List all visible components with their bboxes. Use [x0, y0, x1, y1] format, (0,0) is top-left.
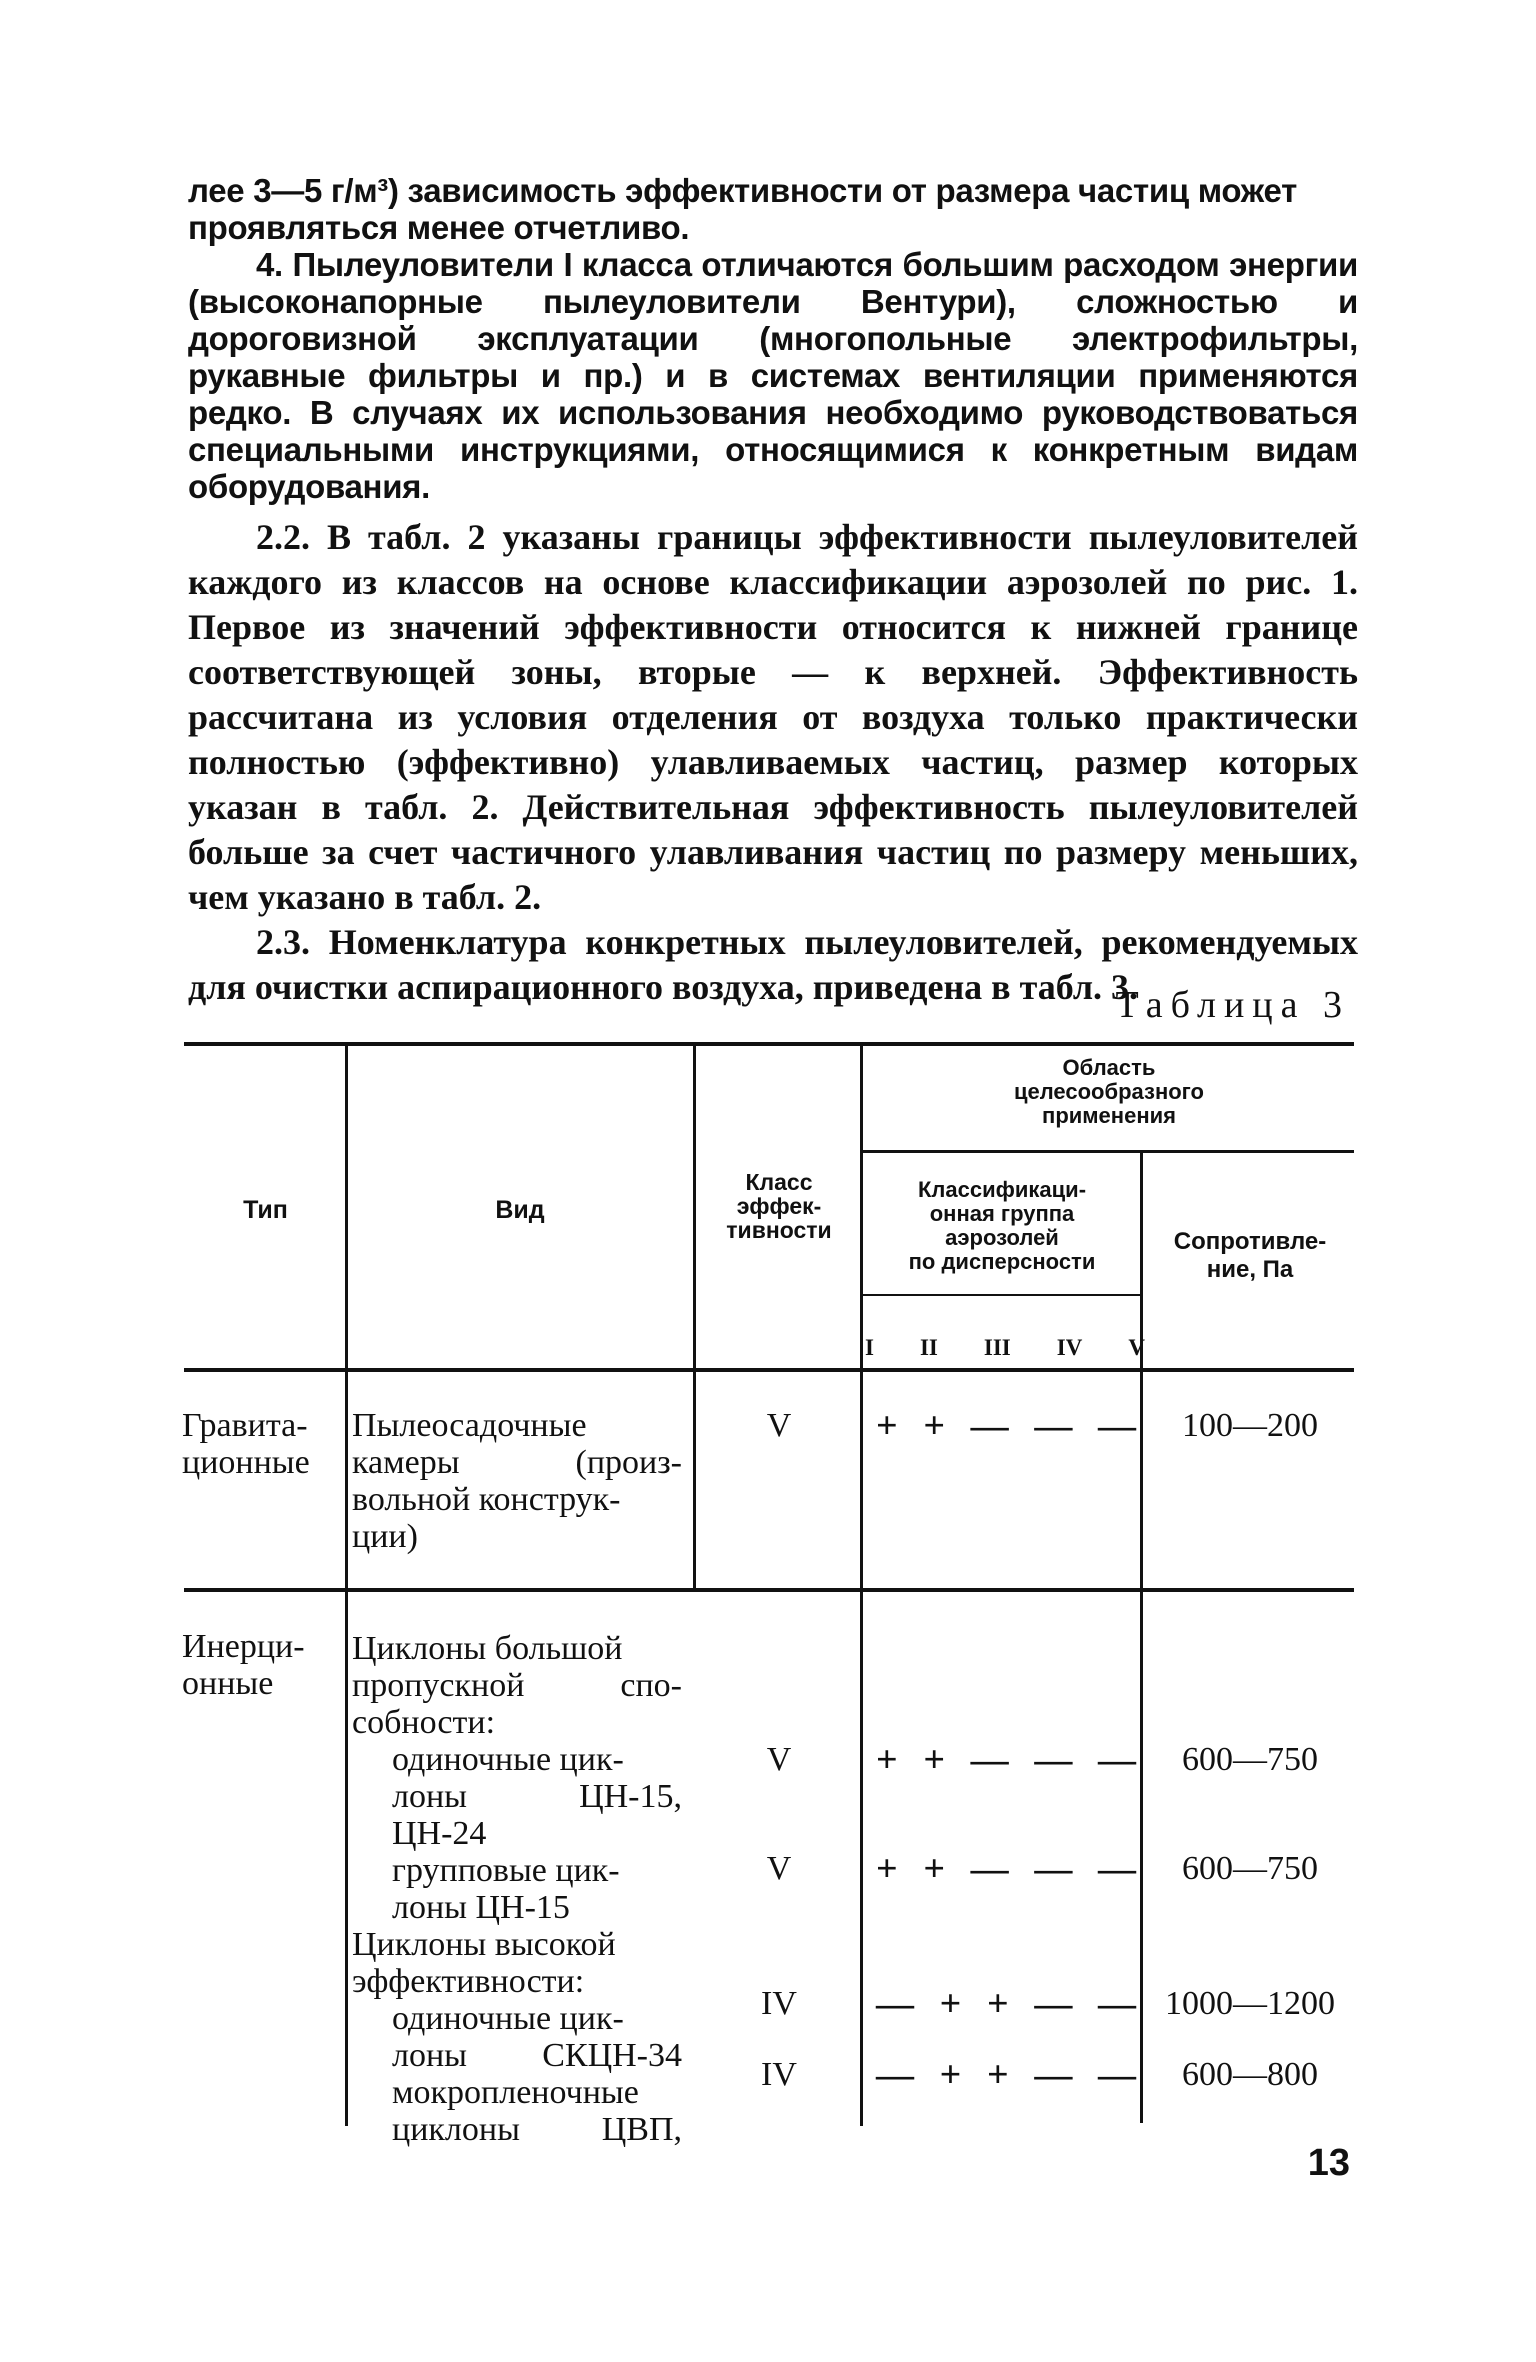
header-area-line: Область [1062, 1055, 1156, 1080]
table-vline-3 [860, 1046, 863, 2126]
subcol-label: II [919, 1335, 938, 1360]
subcol-label: IV [1056, 1335, 1083, 1360]
sign: + [876, 1405, 898, 1447]
sign: — [1034, 2054, 1073, 2096]
sign: — [970, 1848, 1009, 1890]
sign: — [1098, 1848, 1136, 1890]
single2-signs [876, 1982, 1136, 2026]
sign: — [1034, 1405, 1073, 1447]
sign: — [1098, 2054, 1136, 2096]
header-area-line: целесообразного [1013, 1079, 1204, 1104]
subcol-label: I [865, 1335, 874, 1360]
table-top-rule [184, 1042, 1354, 1046]
header-group-line: онная группа [929, 1201, 1075, 1226]
group1-signs [876, 1847, 1136, 1891]
single2-class: IV [761, 1985, 797, 2022]
header-class-line: Класс [745, 1169, 813, 1195]
kind-line: Циклоны большой [352, 1630, 623, 1667]
sign: — [1098, 1405, 1136, 1447]
single2-resistance: 1000—1200 [1165, 1985, 1335, 2022]
sign: + [876, 1739, 898, 1781]
sign: — [970, 1739, 1009, 1781]
header-group-line: по дисперсности [908, 1249, 1096, 1274]
row-grav-type [182, 1407, 342, 1481]
row-grav-kind-line: камеры (произ- [352, 1444, 682, 1481]
kind-line: эффективности: [352, 1963, 585, 2000]
sign: — [970, 1405, 1009, 1447]
paragraph-1-line-2: проявляться менее отчетливо. [188, 209, 690, 246]
subcol-label: III [983, 1335, 1011, 1360]
table-vline-2 [693, 1046, 696, 1591]
sign: + [876, 1848, 898, 1890]
group1-class: V [766, 1850, 792, 1887]
sign: — [1034, 1848, 1073, 1890]
kind-line: лоны ЦН-15, [392, 1778, 682, 1815]
row-grav-class: V [766, 1407, 792, 1444]
sign: + [939, 2054, 962, 2096]
header-class-line: тивности [726, 1217, 832, 1243]
single1-resistance: 600—750 [1182, 1741, 1318, 1778]
single1-class: V [766, 1741, 792, 1778]
header-bottom-rule [184, 1368, 1354, 1372]
kind-line: одиночные цик- [392, 1741, 624, 1778]
area-split-rule [862, 1150, 1354, 1153]
header-resistance-line: ние, Па [1206, 1256, 1294, 1283]
row-grav-signs [876, 1404, 1136, 1448]
paragraph-1-line-1: лее 3—5 г/м³) зависимость эффективности от размера частиц может [188, 172, 1297, 209]
row-inert-type-line: онные [182, 1665, 274, 1702]
header-group [864, 1178, 1140, 1274]
row-grav-kind-line: вольной конструк- [352, 1481, 621, 1518]
kind-line: собности: [352, 1704, 496, 1741]
sign: + [923, 1405, 945, 1447]
sign: — [876, 1983, 914, 2025]
table-caption: Таблица 3 [1115, 984, 1350, 1026]
film-signs [876, 2053, 1136, 2097]
group-split-rule [862, 1294, 1142, 1296]
header-group-line: Классификаци- [917, 1177, 1087, 1202]
kind-line: ЦН-24 [392, 1815, 487, 1852]
header-resistance [1145, 1228, 1355, 1284]
kind-line: одиночные цик- [392, 2000, 624, 2037]
paragraph-3: 2.2. В табл. 2 указаны границы эффективности пылеуловителей каждого из классов на основе классификации аэрозолей по рис. 1. Первое из значений эффективности относится к нижней границе соответствующей зоны, вторые — к верхней. Эффективность рассчитана из условия отделения от воздуха только практически полностью (эффективно) улавливаемых частиц, размер которых указан в табл. 2. Действительная эффективность пылеуловителей больше за счет частичного улавливания частиц по размеру меньших, чем указано в табл. 2. [188, 517, 1358, 917]
single1-signs [876, 1738, 1136, 1782]
kind-line: групповые цик- [392, 1852, 620, 1889]
kind-line: лоны СКЦН-34 [392, 2037, 682, 2074]
header-area [864, 1056, 1354, 1128]
row-grav-kind-line: Пылеосадочные [352, 1407, 587, 1444]
group1-resistance: 600—750 [1182, 1850, 1318, 1887]
page-number: 13 [1307, 2142, 1350, 2184]
kind-line: мокропленочные [392, 2074, 639, 2111]
row-inert-kind [352, 1630, 682, 2148]
table-vline-4 [1140, 1153, 1143, 2123]
film-resistance: 600—800 [1182, 2056, 1318, 2093]
body-text [188, 172, 1358, 1010]
row-grav-type-line: ционные [182, 1444, 310, 1481]
film-class: IV [761, 2056, 797, 2093]
dispersity-subcolumns [865, 1335, 1145, 1361]
row-grav-type-line: Гравита- [182, 1407, 308, 1444]
kind-line: циклоны ЦВП, [392, 2111, 682, 2148]
sign: — [1034, 1739, 1073, 1781]
row-separator-rule [184, 1588, 1354, 1592]
sign: + [923, 1848, 945, 1890]
header-class [700, 1170, 858, 1242]
sign: — [1098, 1983, 1136, 2025]
header-resistance-line: Сопротивле- [1173, 1228, 1327, 1255]
header-group-line: аэрозолей [945, 1225, 1059, 1250]
sign: + [987, 2054, 1009, 2096]
paragraph-4: 2.3. Номенклатура конкретных пылеуловителей, рекомендуемых для очистки аспирационного воздуха, приведена в табл. 3. [188, 922, 1358, 1007]
header-kind: Вид [495, 1196, 545, 1224]
sign: + [939, 1983, 962, 2025]
header-type: Тип [243, 1196, 288, 1224]
header-class-line: эффек- [736, 1193, 822, 1219]
row-grav-kind [352, 1407, 682, 1555]
row-grav-kind-line: ции) [352, 1518, 418, 1555]
paragraph-2: 4. Пылеуловители I класса отличаются большим расходом энергии (высоконапорные пылеуловители Вентури), сложностью и дороговизной эксплуатации (многопольные электрофильтры, рукавные фильтры и пр.) и в системах вентиляции применяются редко. В случаях их использования необходимо руководствоваться специальными инструкциями, относящимися к конкретным видам оборудования. [188, 246, 1358, 505]
header-area-line: применения [1042, 1103, 1176, 1128]
sign: — [1098, 1739, 1136, 1781]
sign: + [923, 1739, 945, 1781]
sign: — [876, 2054, 914, 2096]
sign: + [987, 1983, 1009, 2025]
table-vline-1 [345, 1046, 348, 2126]
kind-line: лоны ЦН-15 [392, 1889, 570, 1926]
row-grav-resistance: 100—200 [1182, 1407, 1318, 1444]
paragraph-1 [188, 172, 1358, 246]
subcol-label: V [1128, 1335, 1145, 1360]
kind-line: пропускной спо- [352, 1667, 682, 1704]
sign: — [1034, 1983, 1073, 2025]
row-inert-type-line: Инерци- [182, 1628, 305, 1665]
row-inert-type [182, 1628, 342, 1702]
kind-line: Циклоны высокой [352, 1926, 616, 1963]
